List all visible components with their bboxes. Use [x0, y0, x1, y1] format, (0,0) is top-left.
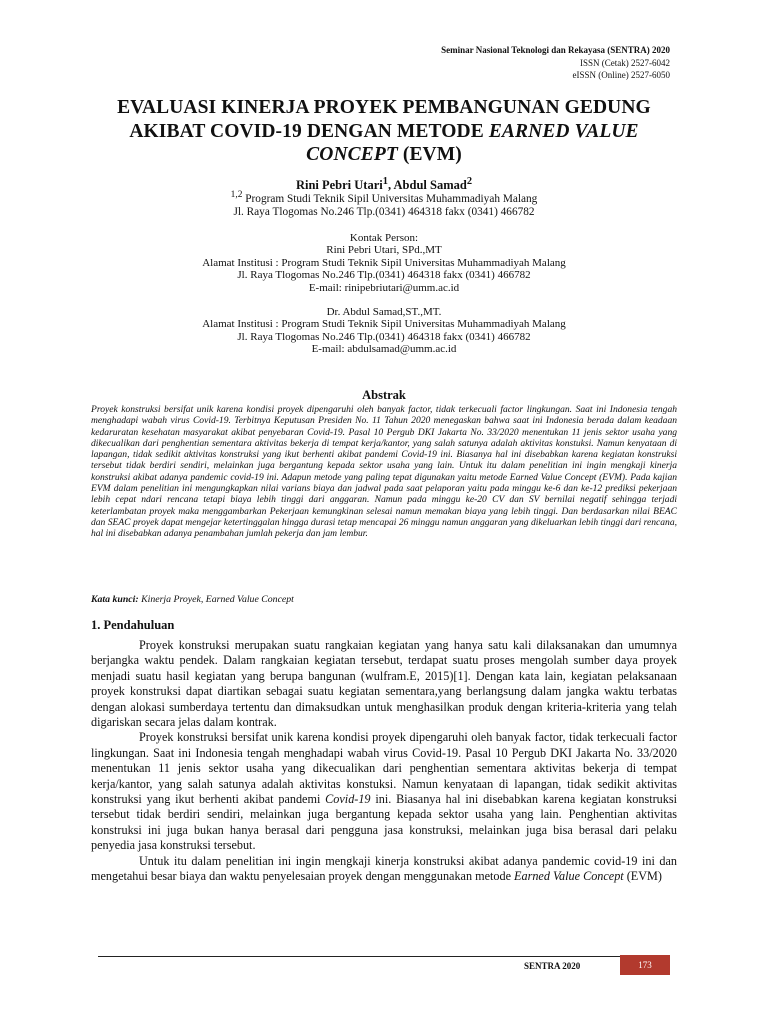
- contact-2-email: E-mail: abdulsamad@umm.ac.id: [311, 343, 457, 356]
- keywords-label: Kata kunci:: [91, 594, 139, 605]
- journal-header: [441, 44, 670, 82]
- title-line-1: EVALUASI KINERJA PROYEK PEMBANGUNAN GEDUNG: [117, 97, 651, 118]
- paragraph-3-part-a: Untuk itu dalam penelitian ini ingin mengkaji kinerja konstruksi akibat adanya pandemic covid-19 ini dan mengetahui besar biaya dan waktu penyelesaian proyek dengan menggunakan metode: [91, 853, 677, 884]
- paragraph-2-part-a: Proyek konstruksi bersifat unik karena kondisi proyek dipengaruhi oleh banyak factor, tidak terkecuali factor lingkungan. Saat ini Indonesia tengah menghadapi wabah virus Covid-19. Pasal 10 Pergub DKI Jakarta No. 33/2020 menentukan 11 jenis sektor usaha yang dikecualikan dari penghentian sementara aktivitas bekerja di tempat kerja/kantor, yang salah satunya adalah aktivitas konstuksi. Namun kenyataan di lapangan, tidak sedikit aktivitas konstruksi yang ikut berhenti akibat pandemi: [91, 730, 677, 807]
- keywords-text: Kinerja Proyek, Earned Value Concept: [138, 594, 294, 605]
- author-1-sup: 1: [382, 176, 388, 187]
- paragraph-2: [91, 730, 677, 853]
- contact-2-address: Jl. Raya Tlogomas No.246 Tlp.(0341) 464318 fakx (0341) 466782: [237, 330, 531, 343]
- affiliation-sup: 1,2: [230, 190, 243, 200]
- paragraph-2-part-b: ini. Biasanya hal ini disebabkan karena kegiatan konstruksi tersebut tidak berdiri sendiri, melainkan juga bergantung kepada sektor usaha yang lain. Penghentian aktivitas konstruksi ini juga bukan hanya berasal dari pengguna jasa konstruksi, melainkan juga bisa berasal dari pelaku penyedia jasa konstruksi tersebut.: [91, 792, 677, 853]
- paragraph-3-italic: Earned Value Concept: [514, 869, 624, 884]
- footer-conference: SENTRA 2020: [524, 961, 581, 971]
- contact-person-1: [98, 232, 670, 294]
- affiliation-line-1: [98, 189, 670, 206]
- title-line-3-text: (EVM): [397, 144, 462, 165]
- contact-1-address: Jl. Raya Tlogomas No.246 Tlp.(0341) 464318 fakx (0341) 466782: [237, 269, 531, 282]
- affiliation: [98, 189, 670, 219]
- contact-2-name: Dr. Abdul Samad,ST.,MT.: [326, 306, 442, 318]
- abstract-text: Proyek konstruksi bersifat unik karena kondisi proyek dipengaruhi oleh banyak factor, tidak terkecuali factor lingkungan. Saat ini Indonesia tengah menghadapi wabah virus Covid-19. Terbitnya Keputusan Presiden No. 11 Tahun 2020 menegaskan bahwa saat ini Indonesia berada dalam keadaan kedaruratan kesehatan masyarakat akibat penyebaran Covid-19. Pasal 10 Pergub DKI Jakarta No. 33/2020 menentukan 11 jenis sektor usaha yang dikecualikan dari penghentian sementara aktivitas bekerja di tempat kerja/kantor, yang salah satunya adalah aktivitas konstuksi. Namun kenyataan di lapangan, tidak sedikit aktivitas konstruksi yang ikut berhenti akibat pandemi Covid-19 ini. Biasanya hal ini disebabkan karena kegiatan konstruksi tersebut tidak berdiri sendiri, melainkan juga bergantung kepada sektor usaha yang lain. Untuk itu dalam penelitian ini ingin mengkaji kinerja konstruksi akibat adanya pandemic covid-19 ini. Adapun metode yang paling tepat digunakan yaitu metode Earned Value Concept (EVM). Pada kajian EVM dalam penelitian ini mengungkapkan nilai varians biaya dan jadwal pada saat pelaporan yaitu pada minggu ke-6 dan ke-12 prediksi pekerjaan lebih cepat ndari rencana tetapi biaya lebih tinggi dari anggaran. Namun pada minggu ke-20 CV dan SV bernilai negatif sehingga terjadi keterlambatan proyek maka menggambarkan Pekerjaan kemungkinan selesai namun memakan biaya yang lebih tinggi. Dan berdasarkan nilai BEAC dan SEAC proyek dapat mengejar ketertinggalan hingga durasi tetap mencapai 26 minggu namun anggaran yang dikeluarkan lebih tinggi dari rencana, hal ini disebabkan adanya penambahan jumlah pekerja dan jam lembur.: [91, 404, 677, 540]
- issn-print: ISSN (Cetak) 2527-6042: [580, 57, 670, 68]
- conference-name: Seminar Nasional Teknologi dan Rekayasa (SENTRA) 2020: [441, 45, 670, 55]
- paragraph-3: [91, 854, 677, 885]
- contact-1-email: E-mail: rinipebriutari@umm.ac.id: [308, 281, 460, 294]
- title-line-3-italic: CONCEPT: [306, 144, 398, 165]
- issn-online: eISSN (Online) 2527-6050: [572, 70, 670, 80]
- title-line-2-text: AKIBAT COVID-19 DENGAN METODE: [129, 120, 489, 142]
- contact-person-2: [98, 306, 670, 356]
- section-heading: 1. Pendahuluan: [91, 618, 175, 632]
- affiliation-text: Program Studi Teknik Sipil Universitas Muhammadiyah Malang: [242, 192, 538, 205]
- section-body: [91, 638, 677, 885]
- author-separator: ,: [387, 178, 394, 193]
- title-line-3: [98, 143, 670, 167]
- author-2-sup: 2: [466, 176, 473, 187]
- affiliation-address: Jl. Raya Tlogomas No.246 Tlp.(0341) 464318 fakx (0341) 466782: [233, 205, 535, 218]
- title-line-2-italic: EARNED VALUE: [488, 120, 639, 142]
- author-1: Rini Pebri Utari: [295, 178, 383, 193]
- page-number: 173: [620, 955, 670, 975]
- contact-1-institution: Alamat Institusi : Program Studi Teknik Sipil Universitas Muhammadiyah Malang: [202, 256, 566, 269]
- paragraph-1: Proyek konstruksi merupakan suatu rangkaian kegiatan yang hanya satu kali dilaksanakan dan umumnya berjangka waktu pendek. Dalam rangkaian kegiatan tersebut, terdapat suatu proses mengolah sumber daya proyek menjadi suatu hasil kegiatan yang berupa bangunan (wulfram.E, 2015)[1]. Dengan kata lain, kegiatan pelaksanaan proyek konstruksi dapat diartikan sebagai suatu kegiatan sementara,yang berlangsung dalam jangka waktu terbatas dengan alokasi sumberdaya tertentu dan dimaksudkan untuk menghasilkan produk dengan kriteria-kriteria yang telah digariskan secara jelas dalam kontrak.: [91, 638, 677, 730]
- title-line-2: [98, 120, 670, 144]
- footer-rule: [98, 956, 670, 957]
- paragraph-2-italic: Covid-19: [325, 792, 371, 807]
- contact-1-name: Rini Pebri Utari, SPd.,MT: [326, 244, 442, 257]
- author-2: Abdul Samad: [393, 178, 467, 193]
- contact-2-institution: Alamat Institusi : Program Studi Teknik Sipil Universitas Muhammadiyah Malang: [202, 318, 566, 331]
- abstract-heading: Abstrak: [362, 388, 406, 402]
- paper-title: [98, 96, 670, 167]
- contact-heading: Kontak Person:: [349, 232, 419, 244]
- paragraph-3-part-b: (EVM): [623, 869, 662, 884]
- keywords: [91, 594, 294, 605]
